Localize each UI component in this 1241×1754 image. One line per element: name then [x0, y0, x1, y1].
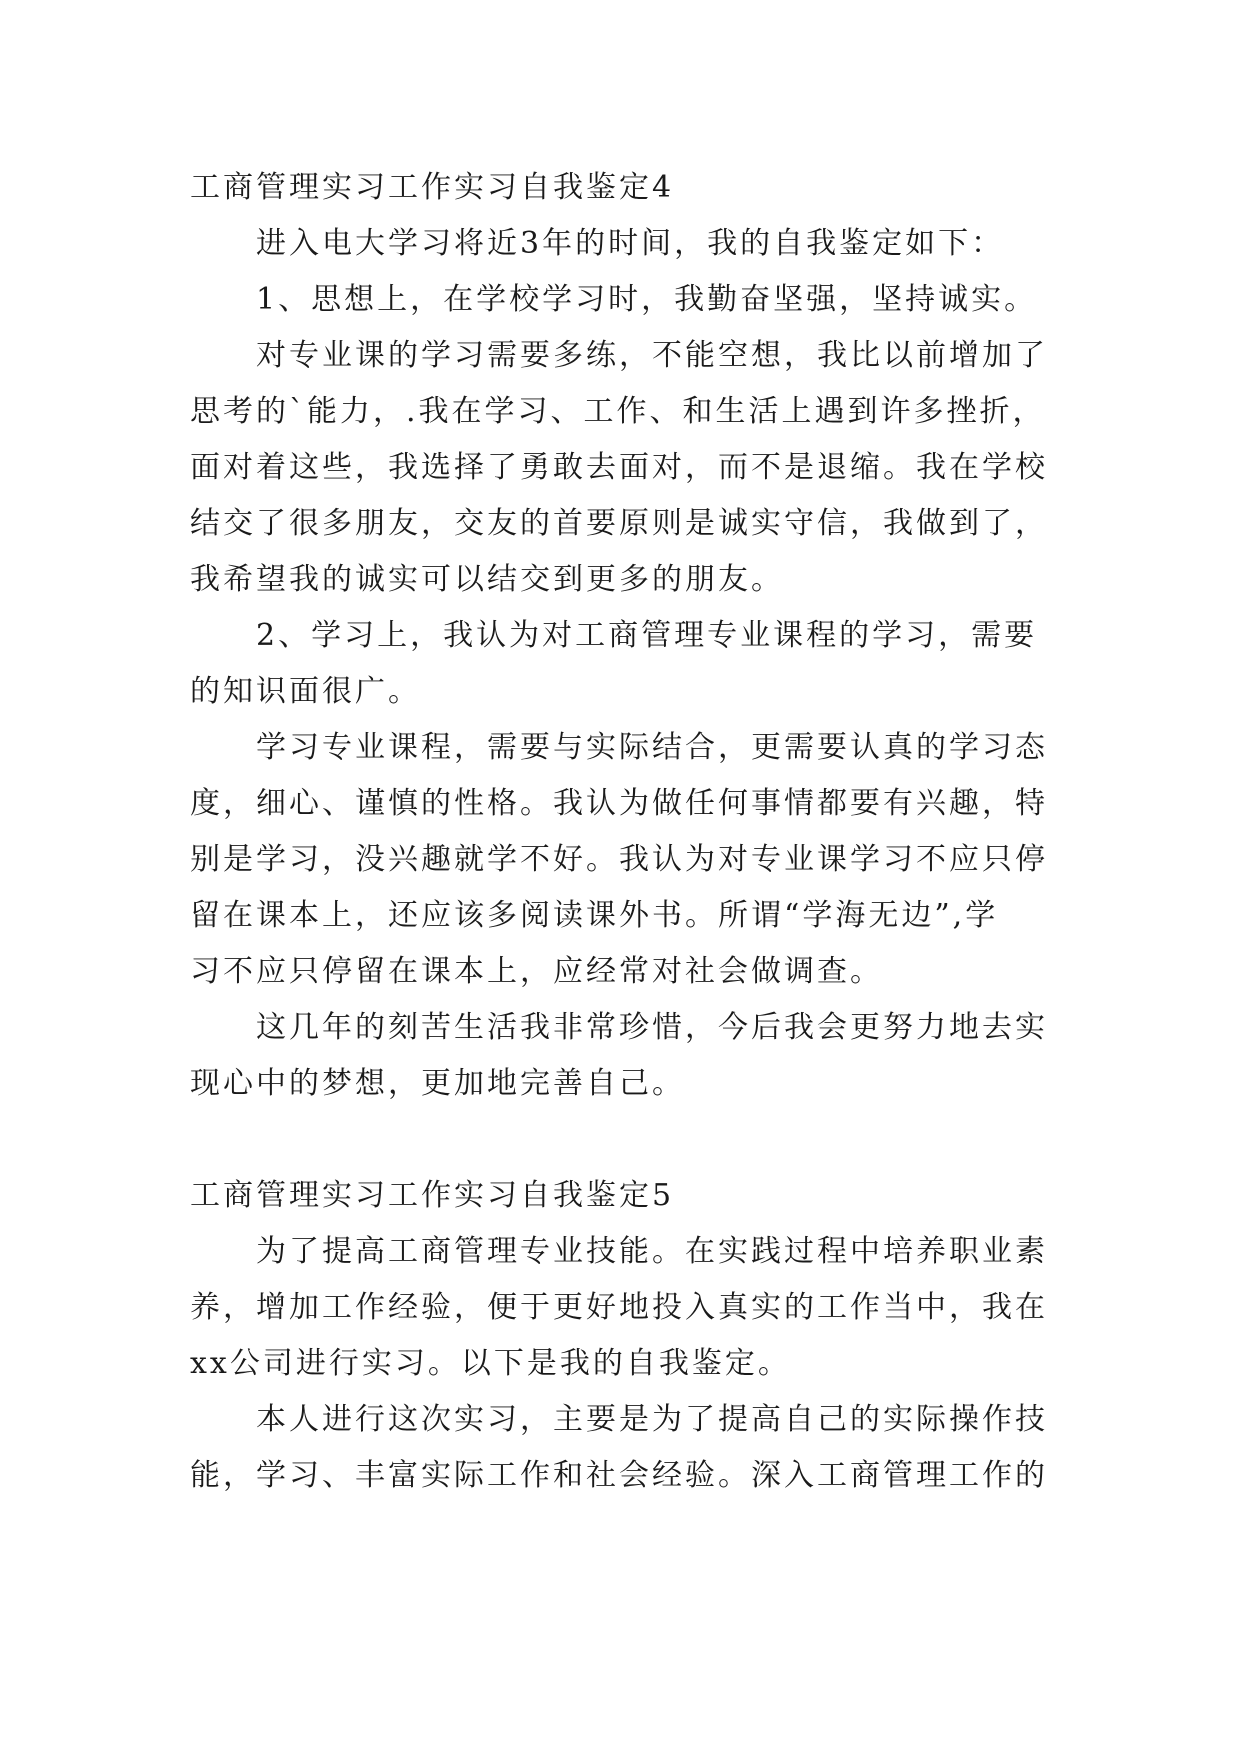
- paragraph-line: 别是学习，没兴趣就学不好。我认为对专业课学习不应只停: [190, 842, 1048, 877]
- paragraph-line: 对专业课的学习需要多练，不能空想，我比以前增加了: [256, 338, 1048, 373]
- paragraph-line: 学习专业课程，需要与实际结合，更需要认真的学习态: [256, 730, 1048, 765]
- paragraph-line: 结交了很多朋友，交友的首要原则是诚实守信，我做到了，: [190, 506, 1048, 541]
- paragraph-line: 度，细心、谨慎的性格。我认为做任何事情都要有兴趣，特: [190, 786, 1048, 821]
- paragraph-line: 习不应只停留在课本上，应经常对社会做调查。: [190, 954, 883, 989]
- paragraph-line: 留在课本上，还应该多阅读课外书。所谓“学海无边”,学: [190, 898, 999, 933]
- paragraph: [190, 216, 1060, 272]
- section-title: 工商管理实习工作实习自我鉴定5: [190, 1178, 675, 1213]
- section-spacer: [190, 1112, 1060, 1168]
- paragraph-line: 为了提高工商管理专业技能。在实践过程中培养职业素: [256, 1234, 1048, 1269]
- paragraph-line: 1、思想上，在学校学习时，我勤奋坚强，坚持诚实。: [256, 282, 1038, 317]
- paragraph: [190, 328, 1060, 608]
- paragraph-line: 进入电大学习将近3年的时间，我的自我鉴定如下：: [256, 226, 1005, 261]
- paragraph: [190, 608, 1060, 720]
- paragraph: [190, 1392, 1060, 1504]
- paragraph-line: xx公司进行实习。以下是我的自我鉴定。: [190, 1346, 791, 1381]
- paragraph-line: 面对着这些，我选择了勇敢去面对，而不是退缩。我在学校: [190, 450, 1048, 485]
- paragraph-line: 现心中的梦想，更加地完善自己。: [190, 1066, 685, 1101]
- paragraph: [190, 1000, 1060, 1112]
- paragraph-line: 能，学习、丰富实际工作和社会经验。深入工商管理工作的: [190, 1458, 1048, 1493]
- paragraph-line: 养，增加工作经验，便于更好地投入真实的工作当中，我在: [190, 1290, 1048, 1325]
- paragraph-line: 2、学习上，我认为对工商管理专业课程的学习，需要: [256, 618, 1038, 653]
- paragraph-line: 我希望我的诚实可以结交到更多的朋友。: [190, 562, 784, 597]
- paragraph-line: 的知识面很广。: [190, 674, 421, 709]
- paragraph: [190, 272, 1060, 328]
- document-body: [190, 160, 1060, 1504]
- paragraph: [190, 1224, 1060, 1392]
- section-title: 工商管理实习工作实习自我鉴定4: [190, 170, 675, 205]
- paragraph: [190, 720, 1060, 1000]
- paragraph-line: 这几年的刻苦生活我非常珍惜，今后我会更努力地去实: [256, 1010, 1048, 1045]
- paragraph-line: 本人进行这次实习，主要是为了提高自己的实际操作技: [256, 1402, 1048, 1437]
- paragraph-line: 思考的`能力，.我在学习、工作、和生活上遇到许多挫折，: [190, 394, 1046, 429]
